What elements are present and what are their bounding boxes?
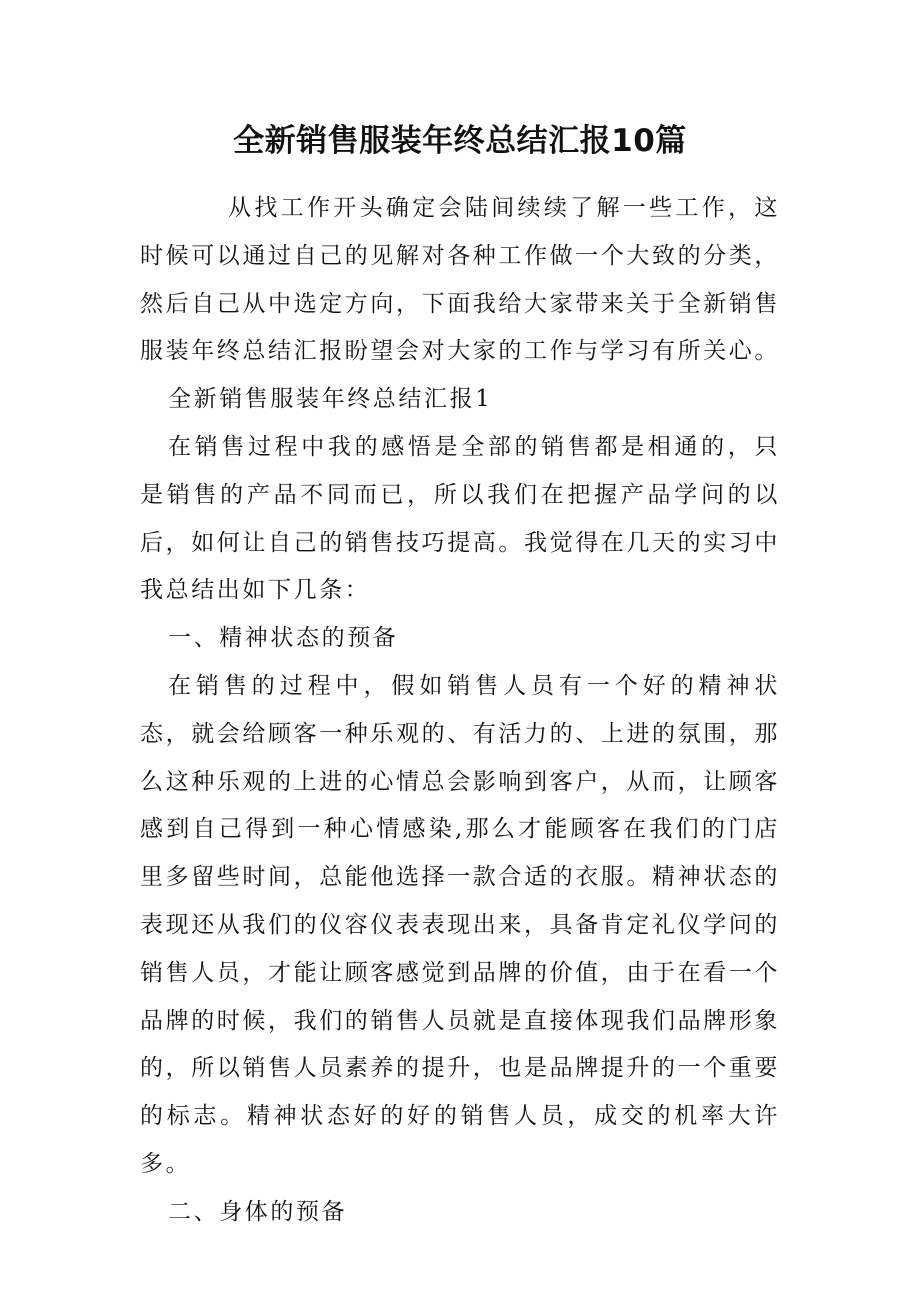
document-body (140, 185, 780, 1237)
body-paragraph-1: 在销售过程中我的感悟是全部的销售都是相通的，只是销售的产品不同而已，所以我们在把握产品学问的以后，如何让自己的销售技巧提高。我觉得在几天的实习中我总结出如下几条： (140, 433, 780, 604)
body-paragraph-2: 在销售的过程中，假如销售人员有一个好的精神状态，就会给顾客一种乐观的、有活力的、上进的氛围，那么这种乐观的上进的心情总会影响到客户，从而，让顾客感到自己得到一种心情感染,那么才能顾客在我们的门店里多留些时间，总能他选择一款合适的衣服。精神状态的表现还从我们的仪容仪表表现出来，具备肯定礼仪学问的销售人员，才能让顾客感觉到品牌的价值，由于在看一个品牌的时候，我们的销售人员就是直接体现我们品牌形象的，所以销售人员素养的提升，也是品牌提升的一个重要的标志。精神状态好的好的销售人员，成交的机率大许多。 (140, 672, 780, 1177)
document-title: 全新销售服装年终总结汇报10篇 (233, 123, 687, 159)
subheading-spirit: 一、精神状态的预备 (168, 625, 399, 652)
subheading-body: 二、身体的预备 (168, 1198, 348, 1225)
intro-paragraph: 从找工作开头确定会陆间续续了解一些工作，这时候可以通过自己的见解对各种工作做一个大致的分类，然后自己从中选定方向，下面我给大家带来关于全新销售服装年终总结汇报盼望会对大家的工作与学习有所关心。 (140, 195, 780, 365)
section-heading-1: 全新销售服装年终总结汇报1 (168, 386, 493, 413)
